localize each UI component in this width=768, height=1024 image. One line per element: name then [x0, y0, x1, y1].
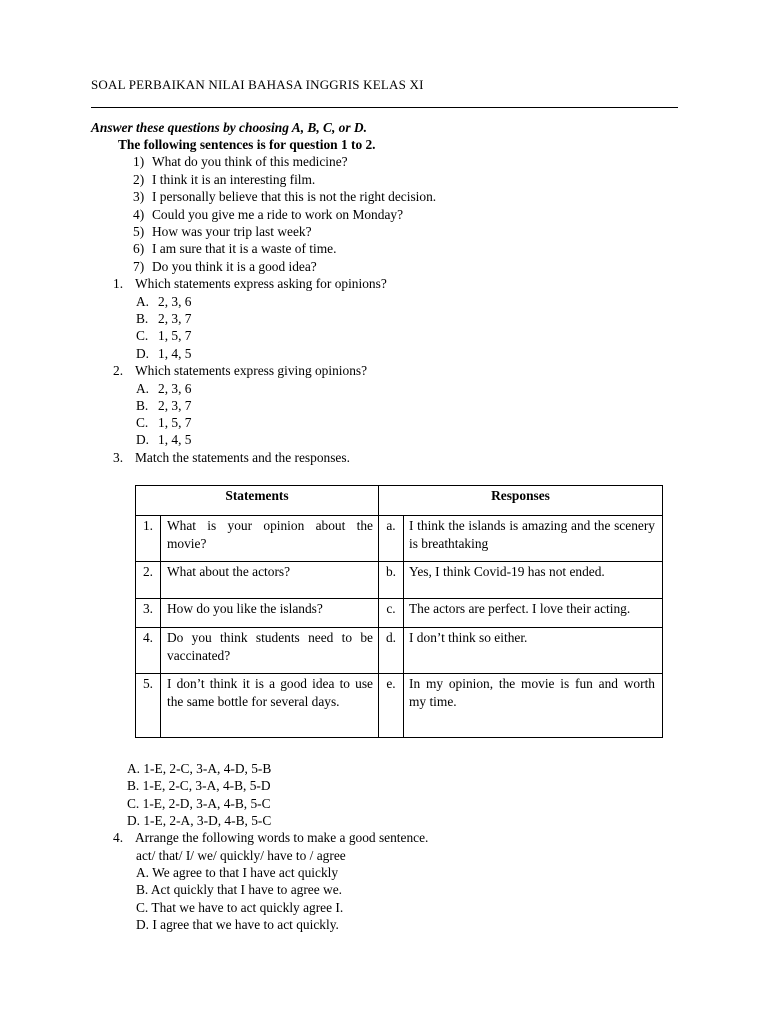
option-item: D. 1, 4, 5: [136, 432, 192, 447]
statement-text: Do you think students need to be vaccinated?: [161, 628, 379, 674]
statement-number: 1.: [136, 516, 161, 562]
answer-option: D. 1-E, 2-A, 3-D, 4-B, 5-C: [127, 813, 272, 828]
table-row: [136, 516, 663, 562]
option-item: C. 1, 5, 7: [136, 328, 192, 343]
response-text: I don’t think so either.: [404, 628, 663, 674]
answer-option: B. Act quickly that I have to agree we.: [136, 882, 342, 897]
title-divider: [91, 107, 678, 108]
response-letter: e.: [379, 674, 404, 738]
statement-number: 2.: [136, 562, 161, 599]
question-1: 1. Which statements express asking for opinions?: [113, 276, 387, 291]
sentence-item: 3) I personally believe that this is not the right decision.: [133, 189, 437, 204]
answer-option: D. I agree that we have to act quickly.: [136, 917, 339, 932]
statements-header: Statements: [136, 486, 379, 516]
table-row: [136, 599, 663, 628]
statement-text: What about the actors?: [161, 562, 379, 599]
response-text: Yes, I think Covid-19 has not ended.: [404, 562, 663, 599]
answer-option: C. 1-E, 2-D, 3-A, 4-B, 5-C: [127, 795, 271, 811]
sentence-item: 7) Do you think it is a good idea?: [133, 258, 317, 274]
responses-header: Responses: [379, 486, 663, 516]
sentence-item: 5) How was your trip last week?: [133, 224, 312, 239]
answer-option: A. We agree to that I have act quickly: [136, 865, 339, 880]
statement-text: I don’t think it is a good idea to use the same bottle for several days.: [161, 674, 379, 738]
statement-text: What is your opinion about the movie?: [161, 516, 379, 562]
statement-number: 4.: [136, 628, 161, 674]
option-item: A. 2, 3, 6: [136, 380, 192, 396]
table-row: [136, 674, 663, 738]
response-letter: a.: [379, 516, 404, 562]
table-row: [136, 562, 663, 599]
answer-option: C. That we have to act quickly agree I.: [136, 899, 344, 915]
answer-option: B. 1-E, 2-C, 3-A, 4-B, 5-D: [127, 778, 271, 793]
answer-option: A. 1-E, 2-C, 3-A, 4-D, 5-B: [127, 761, 272, 776]
option-item: A. 2, 3, 6: [136, 293, 192, 309]
response-letter: c.: [379, 599, 404, 628]
question-2: 2. Which statements express giving opinions?: [113, 363, 368, 378]
matching-table: [135, 485, 663, 738]
statement-number: 3.: [136, 599, 161, 628]
table-row: [136, 628, 663, 674]
option-item: B. 2, 3, 7: [136, 397, 192, 413]
statement-number: 5.: [136, 674, 161, 738]
sentence-item: 4) Could you give me a ride to work on Monday?: [133, 206, 404, 222]
option-item: C. 1, 5, 7: [136, 415, 192, 430]
option-item: B. 2, 3, 7: [136, 311, 192, 326]
response-letter: b.: [379, 562, 404, 599]
sentence-item: 2) I think it is an interesting film.: [133, 171, 316, 187]
instruction: Answer these questions by choosing A, B, C, or D.: [91, 120, 367, 135]
word-list: act/ that/ I/ we/ quickly/ have to / agree: [136, 847, 346, 863]
sentences-subheading: The following sentences is for question 1 to 2.: [118, 137, 376, 152]
response-text: The actors are perfect. I love their acting.: [404, 599, 663, 628]
document-title: SOAL PERBAIKAN NILAI BAHASA INGGRIS KELAS XI: [91, 77, 424, 92]
response-text: I think the islands is amazing and the scenery is breathtaking: [404, 516, 663, 562]
sentence-item: 6) I am sure that it is a waste of time.: [133, 241, 337, 256]
question-3: 3. Match the statements and the responses.: [113, 450, 350, 465]
table-header-row: [136, 486, 663, 516]
question-4: 4. Arrange the following words to make a good sentence.: [113, 830, 429, 845]
response-letter: d.: [379, 628, 404, 674]
statement-text: How do you like the islands?: [161, 599, 379, 628]
response-text: In my opinion, the movie is fun and worth my time.: [404, 674, 663, 738]
sentence-item: 1) What do you think of this medicine?: [133, 154, 348, 169]
option-item: D. 1, 4, 5: [136, 345, 192, 361]
